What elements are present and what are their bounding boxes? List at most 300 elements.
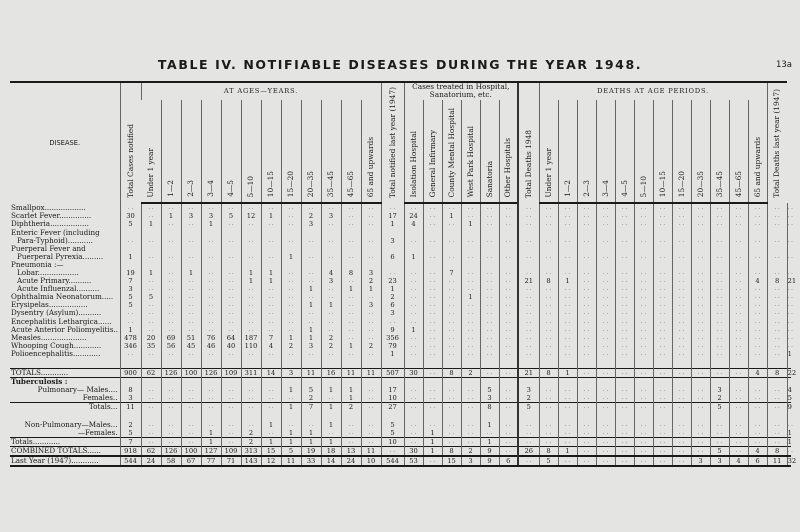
table-cell bbox=[141, 229, 161, 237]
table-cell: . . bbox=[161, 220, 181, 228]
table-cell: . . bbox=[672, 438, 691, 447]
table-cell: . . bbox=[341, 253, 361, 261]
table-cell: 6 bbox=[748, 456, 767, 466]
table-cell: . . bbox=[787, 326, 793, 333]
table-cell: . . bbox=[461, 386, 480, 394]
table-cell: . . bbox=[181, 309, 201, 317]
table-cell: . . bbox=[615, 394, 634, 403]
table-cell: . . bbox=[404, 334, 423, 342]
table-cell: . . bbox=[518, 326, 539, 334]
table-cell: . . bbox=[577, 368, 596, 377]
table-cell: 900 bbox=[120, 368, 141, 377]
row-label: Polioencephalitis............ bbox=[11, 348, 101, 358]
table-cell: 33 bbox=[301, 456, 321, 466]
table-cell: . . bbox=[558, 293, 577, 301]
table-row bbox=[10, 350, 791, 358]
table-cell: 478 bbox=[120, 334, 141, 342]
table-cell bbox=[558, 245, 577, 253]
table-cell: . . bbox=[615, 293, 634, 301]
table-cell: . . bbox=[499, 368, 518, 377]
table-cell: 1 bbox=[423, 447, 442, 457]
table-cell: . . bbox=[615, 220, 634, 228]
row-label: Puerperal Fever and bbox=[11, 243, 86, 253]
table-cell: . . bbox=[767, 220, 787, 228]
table-row bbox=[10, 269, 791, 277]
table-cell: . . bbox=[442, 334, 461, 342]
table-cell: 1 bbox=[261, 421, 281, 429]
table-cell: 313 bbox=[241, 447, 261, 457]
table-cell: 2 bbox=[710, 394, 729, 403]
table-cell bbox=[653, 245, 672, 253]
table-cell: . . bbox=[480, 350, 499, 358]
table-cell: . . bbox=[281, 293, 301, 301]
table-cell: . . bbox=[558, 301, 577, 309]
table-cell bbox=[577, 261, 596, 269]
table-cell: . . bbox=[301, 318, 321, 326]
table-cell: . . bbox=[423, 334, 442, 342]
table-cell bbox=[381, 261, 404, 269]
table-cell: . . bbox=[361, 394, 381, 403]
death-age-band-header: 1—2 bbox=[562, 180, 572, 198]
table-cell: . . bbox=[615, 237, 634, 245]
table-cell: . . bbox=[767, 386, 787, 394]
table-cell: . . bbox=[558, 318, 577, 326]
table-cell: . . bbox=[141, 326, 161, 334]
table-cell: . . bbox=[261, 253, 281, 261]
table-cell bbox=[321, 245, 341, 253]
table-cell: . . bbox=[596, 394, 615, 403]
table-cell: . . bbox=[261, 394, 281, 403]
spacer-row bbox=[10, 358, 791, 368]
table-cell: . . bbox=[672, 301, 691, 309]
table-cell: . . bbox=[241, 402, 261, 411]
table-cell: . . bbox=[691, 285, 710, 293]
table-cell bbox=[381, 229, 404, 237]
table-cell: . . bbox=[729, 285, 748, 293]
table-cell: . . bbox=[404, 350, 423, 358]
table-cell: . . bbox=[634, 203, 653, 212]
table-cell: . . bbox=[221, 293, 241, 301]
table-cell: 3 bbox=[301, 342, 321, 350]
table-cell: . . bbox=[404, 237, 423, 245]
table-cell: . . bbox=[499, 212, 518, 220]
table-cell: . . bbox=[672, 293, 691, 301]
table-cell: . . bbox=[141, 386, 161, 394]
table-cell: . . bbox=[461, 334, 480, 342]
table-cell: . . bbox=[361, 220, 381, 228]
table-cell: . . bbox=[321, 220, 341, 228]
table-cell bbox=[653, 261, 672, 269]
table-cell: . . bbox=[596, 456, 615, 466]
table-cell: . . bbox=[499, 277, 518, 285]
table-cell: . . bbox=[461, 301, 480, 309]
table-cell: . . bbox=[404, 386, 423, 394]
table-cell: 100 bbox=[181, 447, 201, 457]
table-cell: . . bbox=[221, 301, 241, 309]
table-cell: . . bbox=[691, 429, 710, 438]
table-cell: . . bbox=[141, 402, 161, 411]
table-cell: 2 bbox=[518, 394, 539, 403]
table-cell: . . bbox=[221, 326, 241, 334]
table-cell: . . bbox=[261, 309, 281, 317]
table-row bbox=[10, 203, 791, 212]
table-cell: . . bbox=[361, 318, 381, 326]
table-cell: . . bbox=[499, 394, 518, 403]
table-cell: . . bbox=[281, 326, 301, 334]
table-cell: 8 bbox=[442, 447, 461, 457]
table-cell: . . bbox=[767, 318, 787, 326]
table-cell: 16 bbox=[321, 368, 341, 377]
table-cell bbox=[404, 261, 423, 269]
table-cell: 13 bbox=[341, 447, 361, 457]
death-age-band-header: 15—20 bbox=[676, 170, 686, 198]
table-cell: . . bbox=[321, 203, 341, 212]
table-cell: 126 bbox=[161, 447, 181, 457]
table-cell: . . bbox=[653, 203, 672, 212]
table-cell: . . bbox=[221, 394, 241, 403]
table-cell: . . bbox=[201, 350, 221, 358]
table-cell: . . bbox=[787, 213, 793, 220]
table-cell: . . bbox=[480, 326, 499, 334]
table-cell bbox=[321, 261, 341, 269]
table-cell bbox=[710, 261, 729, 269]
table-cell: . . bbox=[767, 212, 787, 220]
table-cell: . . bbox=[558, 350, 577, 358]
table-cell: . . bbox=[653, 350, 672, 358]
table-cell: . . bbox=[181, 438, 201, 447]
table-cell: . . bbox=[596, 212, 615, 220]
table-cell: . . bbox=[480, 253, 499, 261]
table-cell: 7 bbox=[120, 277, 141, 285]
table-cell: . . bbox=[634, 318, 653, 326]
table-cell: . . bbox=[321, 429, 341, 438]
table-cell: . . bbox=[672, 421, 691, 429]
table-cell: . . bbox=[653, 368, 672, 377]
table-cell: 5 bbox=[710, 402, 729, 411]
table-cell: . . bbox=[672, 203, 691, 212]
table-cell: . . bbox=[787, 310, 793, 317]
table-cell: . . bbox=[261, 293, 281, 301]
table-cell: 1 bbox=[787, 349, 792, 358]
table-cell: 3 bbox=[181, 212, 201, 220]
table-cell: . . bbox=[653, 342, 672, 350]
table-cell: . . bbox=[577, 212, 596, 220]
table-cell: . . bbox=[577, 342, 596, 350]
table-cell: . . bbox=[558, 212, 577, 220]
table-cell: . . bbox=[615, 421, 634, 429]
table-cell: . . bbox=[539, 438, 558, 447]
table-cell: . . bbox=[461, 203, 480, 212]
table-cell: . . bbox=[767, 421, 787, 429]
table-cell: . . bbox=[672, 368, 691, 377]
table-cell: 3 bbox=[710, 386, 729, 394]
table-cell: . . bbox=[461, 326, 480, 334]
table-cell: . . bbox=[653, 386, 672, 394]
table-cell: . . bbox=[141, 421, 161, 429]
table-cell: 1 bbox=[301, 438, 321, 447]
table-cell: 143 bbox=[241, 456, 261, 466]
table-cell: 51 bbox=[181, 334, 201, 342]
table-cell: 3 bbox=[321, 277, 341, 285]
table-cell bbox=[518, 261, 539, 269]
table-cell: . . bbox=[767, 309, 787, 317]
row-label: Acute Influenzal.......... bbox=[17, 284, 100, 294]
table-row bbox=[10, 253, 791, 261]
table-cell: . . bbox=[261, 237, 281, 245]
table-cell: 11 bbox=[361, 368, 381, 377]
table-cell: . . bbox=[361, 203, 381, 212]
table-cell: 24 bbox=[341, 456, 361, 466]
table-cell: . . bbox=[634, 237, 653, 245]
table-cell: . . bbox=[577, 301, 596, 309]
table-cell: . . bbox=[558, 456, 577, 466]
page-title: TABLE IV. NOTIFIABLE DISEASES DURING THE YEAR 1948. bbox=[157, 57, 643, 72]
table-cell: . . bbox=[729, 334, 748, 342]
table-cell: . . bbox=[767, 438, 787, 447]
table-cell: . . bbox=[499, 301, 518, 309]
table-cell: . . bbox=[672, 342, 691, 350]
table-cell: . . bbox=[423, 309, 442, 317]
table-cell: 1 bbox=[181, 269, 201, 277]
table-cell: 1 bbox=[381, 285, 404, 293]
table-cell: . . bbox=[261, 326, 281, 334]
table-cell: . . bbox=[201, 253, 221, 261]
table-cell: . . bbox=[499, 203, 518, 212]
table-cell: . . bbox=[729, 386, 748, 394]
table-cell: . . bbox=[767, 285, 787, 293]
table-cell: 8 bbox=[480, 402, 499, 411]
age-band-header: 5—10 bbox=[246, 175, 255, 198]
table-cell: . . bbox=[241, 220, 261, 228]
table-row bbox=[10, 237, 791, 245]
table-cell: . . bbox=[653, 253, 672, 261]
table-cell: . . bbox=[361, 429, 381, 438]
table-cell: . . bbox=[596, 342, 615, 350]
table-cell: . . bbox=[767, 342, 787, 350]
table-cell: . . bbox=[748, 318, 767, 326]
table-cell bbox=[787, 261, 791, 269]
row-label: Encephalitis Lethargica...... bbox=[11, 316, 112, 326]
table-cell: 11 bbox=[281, 456, 301, 466]
table-cell: 56 bbox=[161, 342, 181, 350]
table-cell: 4 bbox=[748, 277, 767, 285]
table-cell: 12 bbox=[241, 212, 261, 220]
table-cell bbox=[461, 261, 480, 269]
table-cell: . . bbox=[518, 237, 539, 245]
totals-row bbox=[10, 368, 791, 377]
table-cell: 7 bbox=[261, 334, 281, 342]
table-cell: 62 bbox=[141, 447, 161, 457]
table-cell: . . bbox=[615, 318, 634, 326]
table-cell: . . bbox=[181, 237, 201, 245]
table-cell: . . bbox=[442, 326, 461, 334]
table-cell bbox=[691, 261, 710, 269]
table-cell: . . bbox=[241, 326, 261, 334]
table-cell: . . bbox=[634, 326, 653, 334]
table-cell: . . bbox=[461, 277, 480, 285]
table-cell: . . bbox=[615, 309, 634, 317]
table-cell bbox=[241, 229, 261, 237]
table-cell bbox=[691, 229, 710, 237]
table-cell bbox=[653, 229, 672, 237]
table-cell: . . bbox=[361, 253, 381, 261]
table-cell: . . bbox=[691, 318, 710, 326]
table-cell: 9 bbox=[480, 447, 499, 457]
table-cell: 3 bbox=[710, 456, 729, 466]
table-cell: . . bbox=[321, 253, 341, 261]
table-cell: . . bbox=[423, 456, 442, 466]
at-ages-header: AT AGES—YEARS. bbox=[141, 82, 381, 100]
table-cell: . . bbox=[577, 326, 596, 334]
table-cell: . . bbox=[596, 447, 615, 457]
table-cell: 1 bbox=[281, 386, 301, 394]
table-cell: 3 bbox=[201, 212, 221, 220]
table-cell: 15 bbox=[442, 456, 461, 466]
hospital-header: Cases treated in Hospital, Sanatorium, etc. bbox=[404, 82, 518, 100]
table-cell: 5 bbox=[120, 429, 141, 438]
table-cell: . . bbox=[558, 269, 577, 277]
table-cell: . . bbox=[577, 309, 596, 317]
table-cell: . . bbox=[281, 318, 301, 326]
table-cell: . . bbox=[499, 429, 518, 438]
table-cell: . . bbox=[729, 394, 748, 403]
table-cell: . . bbox=[221, 309, 241, 317]
males-label: Males.... bbox=[84, 384, 118, 394]
table-cell: . . bbox=[710, 368, 729, 377]
table-cell bbox=[161, 261, 181, 269]
table-cell: . . bbox=[539, 301, 558, 309]
table-cell: 10 bbox=[381, 438, 404, 447]
table-cell: . . bbox=[120, 309, 141, 317]
table-cell: 1 bbox=[241, 269, 261, 277]
table-cell: 5 bbox=[518, 402, 539, 411]
table-cell: . . bbox=[729, 326, 748, 334]
table-cell bbox=[161, 245, 181, 253]
table-cell: . . bbox=[518, 212, 539, 220]
table-cell: . . bbox=[596, 237, 615, 245]
table-cell: . . bbox=[634, 220, 653, 228]
table-cell: . . bbox=[221, 386, 241, 394]
table-cell: . . bbox=[221, 237, 241, 245]
table-cell: 1 bbox=[361, 285, 381, 293]
table-cell: 18 bbox=[321, 447, 341, 457]
table-cell: . . bbox=[461, 394, 480, 403]
table-cell: . . bbox=[729, 237, 748, 245]
table-cell: 12 bbox=[261, 456, 281, 466]
table-cell: 3 bbox=[381, 309, 404, 317]
table-cell: . . bbox=[461, 342, 480, 350]
table-cell bbox=[710, 229, 729, 237]
table-cell: . . bbox=[634, 301, 653, 309]
deaths-header: DEATHS AT AGE PERIODS. bbox=[539, 82, 767, 100]
table-cell: . . bbox=[221, 402, 241, 411]
table-cell: . . bbox=[634, 438, 653, 447]
table-cell: . . bbox=[141, 350, 161, 358]
table-cell: . . bbox=[141, 438, 161, 447]
table-cell: . . bbox=[201, 237, 221, 245]
table-cell: 1 bbox=[141, 220, 161, 228]
table-cell: 1 bbox=[321, 386, 341, 394]
table-cell: 1 bbox=[461, 293, 480, 301]
table-cell: . . bbox=[361, 402, 381, 411]
table-cell: . . bbox=[634, 342, 653, 350]
table-cell: . . bbox=[653, 429, 672, 438]
table-cell: . . bbox=[499, 350, 518, 358]
table-cell: . . bbox=[672, 429, 691, 438]
table-cell: 1 bbox=[480, 421, 499, 429]
table-cell: 126 bbox=[161, 368, 181, 377]
table-cell: . . bbox=[577, 394, 596, 403]
table-cell bbox=[461, 245, 480, 253]
table-cell bbox=[710, 245, 729, 253]
table-cell: . . bbox=[767, 326, 787, 334]
table-cell: . . bbox=[729, 402, 748, 411]
table-cell: . . bbox=[381, 318, 404, 326]
table-cell: . . bbox=[518, 429, 539, 438]
table-cell: . . bbox=[201, 301, 221, 309]
table-cell: . . bbox=[787, 302, 793, 309]
table-cell: . . bbox=[361, 421, 381, 429]
table-cell: . . bbox=[442, 350, 461, 358]
table-cell: . . bbox=[518, 285, 539, 293]
table-cell: . . bbox=[691, 293, 710, 301]
table-cell: . . bbox=[518, 342, 539, 350]
table-cell: 21 bbox=[518, 368, 539, 377]
table-cell: . . bbox=[767, 402, 787, 411]
row-label: Erysipelas................. bbox=[11, 300, 88, 310]
table-cell: . . bbox=[141, 429, 161, 438]
table-cell bbox=[729, 245, 748, 253]
table-cell: . . bbox=[653, 447, 672, 457]
table-cell: . . bbox=[181, 402, 201, 411]
table-cell: . . bbox=[361, 386, 381, 394]
table-cell: . . bbox=[241, 237, 261, 245]
table-cell: . . bbox=[787, 334, 793, 341]
table-cell: . . bbox=[181, 285, 201, 293]
table-cell: . . bbox=[480, 342, 499, 350]
table-cell: 311 bbox=[241, 368, 261, 377]
table-cell: . . bbox=[499, 438, 518, 447]
age-band-header: 4—5 bbox=[226, 180, 235, 198]
table-cell: . . bbox=[596, 220, 615, 228]
table-cell: . . bbox=[672, 456, 691, 466]
table-cell: . . bbox=[729, 309, 748, 317]
table-cell: . . bbox=[615, 269, 634, 277]
table-cell: 30 bbox=[404, 447, 423, 457]
table-cell: . . bbox=[499, 342, 518, 350]
table-cell: . . bbox=[729, 368, 748, 377]
table-cell: 30 bbox=[120, 212, 141, 220]
table-cell: . . bbox=[767, 394, 787, 403]
table-cell bbox=[634, 245, 653, 253]
table-cell bbox=[558, 229, 577, 237]
death-age-band-header: 2—3 bbox=[581, 180, 591, 198]
table-cell: 109 bbox=[221, 447, 241, 457]
table-cell: . . bbox=[480, 334, 499, 342]
table-cell: 45 bbox=[181, 342, 201, 350]
table-cell: . . bbox=[442, 309, 461, 317]
table-cell: . . bbox=[161, 429, 181, 438]
row-label: Pneumonia :— bbox=[11, 259, 64, 269]
table-cell: 5 bbox=[301, 386, 321, 394]
table-cell: . . bbox=[341, 293, 361, 301]
table-cell: 2 bbox=[301, 212, 321, 220]
table-cell: 5 bbox=[221, 212, 241, 220]
table-cell: . . bbox=[404, 203, 423, 212]
table-cell: . . bbox=[301, 421, 321, 429]
table-cell: . . bbox=[499, 253, 518, 261]
table-cell: . . bbox=[787, 204, 793, 211]
